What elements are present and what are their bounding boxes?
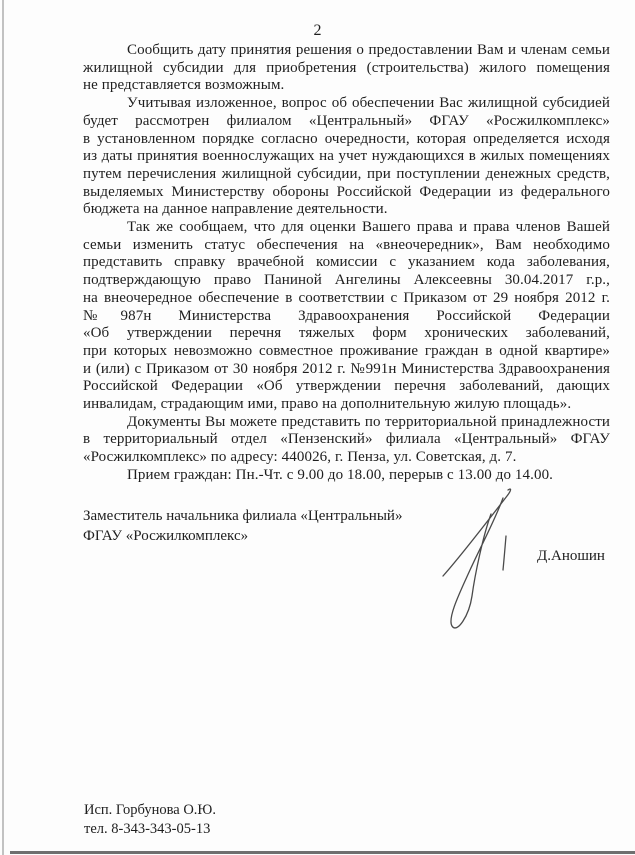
text-line: бюджета на данное направление деятельности. (83, 201, 388, 218)
scan-edge-line-bottom (10, 851, 635, 854)
text-line: подтверждающую право Паниной Ангелины Алексеевны 30.04.2017 г.р., (83, 272, 610, 289)
text-line: жилищной субсидии для приобретения (строительства) жилого помещения (83, 59, 610, 76)
text-line: не представляется возможным. (83, 77, 285, 94)
signer-position-line2: ФГАУ «Росжилкомплекс» (83, 528, 249, 544)
text-line: «Об утверждении перечня тяжелых форм хронических заболеваний, (83, 325, 610, 342)
text-line: и (или) с Приказом от 30 ноября 2012 г. №991н Министерства Здравоохранения (83, 360, 610, 377)
text-line: путем перечисления жилищной субсидии, при поступлении денежных средств, (83, 165, 610, 182)
signature-position-block (83, 506, 443, 546)
text-line: Так же сообщаем, что для оценки Вашего права и права членов Вашей (127, 219, 610, 236)
text-line: Учитывая изложенное, вопрос об обеспечении Вас жилищной субсидией (127, 95, 610, 112)
phone-line: тел. 8-343-343-05-13 (84, 820, 211, 837)
text-line: инвалидам, страдающим ими, право на дополнительную жилую площадь». (83, 396, 572, 413)
text-line: будет рассмотрен филиалом «Центральный» ФГАУ «Росжилкомплекс» (83, 112, 610, 129)
paragraph (83, 467, 610, 485)
paragraph (83, 219, 610, 414)
text-line: при которых невозможно совместное проживание граждан в одной квартире» (83, 342, 610, 359)
text-line: представить справку врачебной комиссии с указанием кода заболевания, (83, 254, 610, 271)
text-line: «Росжилкомплекс» по адресу: 440026, г. Пенза, ул. Советская, д. 7. (83, 449, 517, 466)
text-line: Прием граждан: Пн.-Чт. с 9.00 до 18.00, перерыв с 13.00 до 14.00. (127, 466, 554, 483)
text-line: из даты принятия военнослужащих на учет нуждающихся в жилых помещениях (83, 148, 610, 165)
text-line: выделяемых Министерству обороны Российской Федерации из федерального (83, 183, 610, 200)
document-footer (84, 801, 216, 838)
scan-edge-line-left (2, 0, 4, 855)
text-line: Российской Федерации «Об утверждении перечня заболеваний, дающих (83, 378, 610, 395)
text-line: Сообщить дату принятия решения о предоставлении Вам и членам семьи (127, 42, 610, 58)
text-line: Документы Вы можете представить по территориальной принадлежности (127, 413, 610, 430)
signer-position-line1: Заместитель начальника филиала «Центральный» (83, 508, 403, 524)
text-line: на внеочередное обеспечение в соответствии с Приказом от 29 ноября 2012 г. (83, 289, 610, 306)
paragraph (83, 42, 610, 95)
paragraph (83, 414, 610, 467)
signature-scribble (425, 478, 530, 633)
signer-name: Д.Аношин (537, 548, 605, 564)
page-number: 2 (313, 22, 322, 39)
text-line: семьи изменить статус обеспечения на «внеочередник», Вам необходимо (83, 236, 610, 253)
text-line: в установленном порядке согласно очередности, которая определяется исходя (83, 130, 610, 147)
executor-line: Исп. Горбунова О.Ю. (84, 802, 216, 818)
document-body (83, 42, 610, 485)
text-line: в территориальный отдел «Пензенский» филиала «Центральный» ФГАУ (83, 431, 610, 448)
text-line: №987н Министерства Здравоохранения Российской Федерации (83, 307, 610, 324)
paragraph (83, 95, 610, 219)
